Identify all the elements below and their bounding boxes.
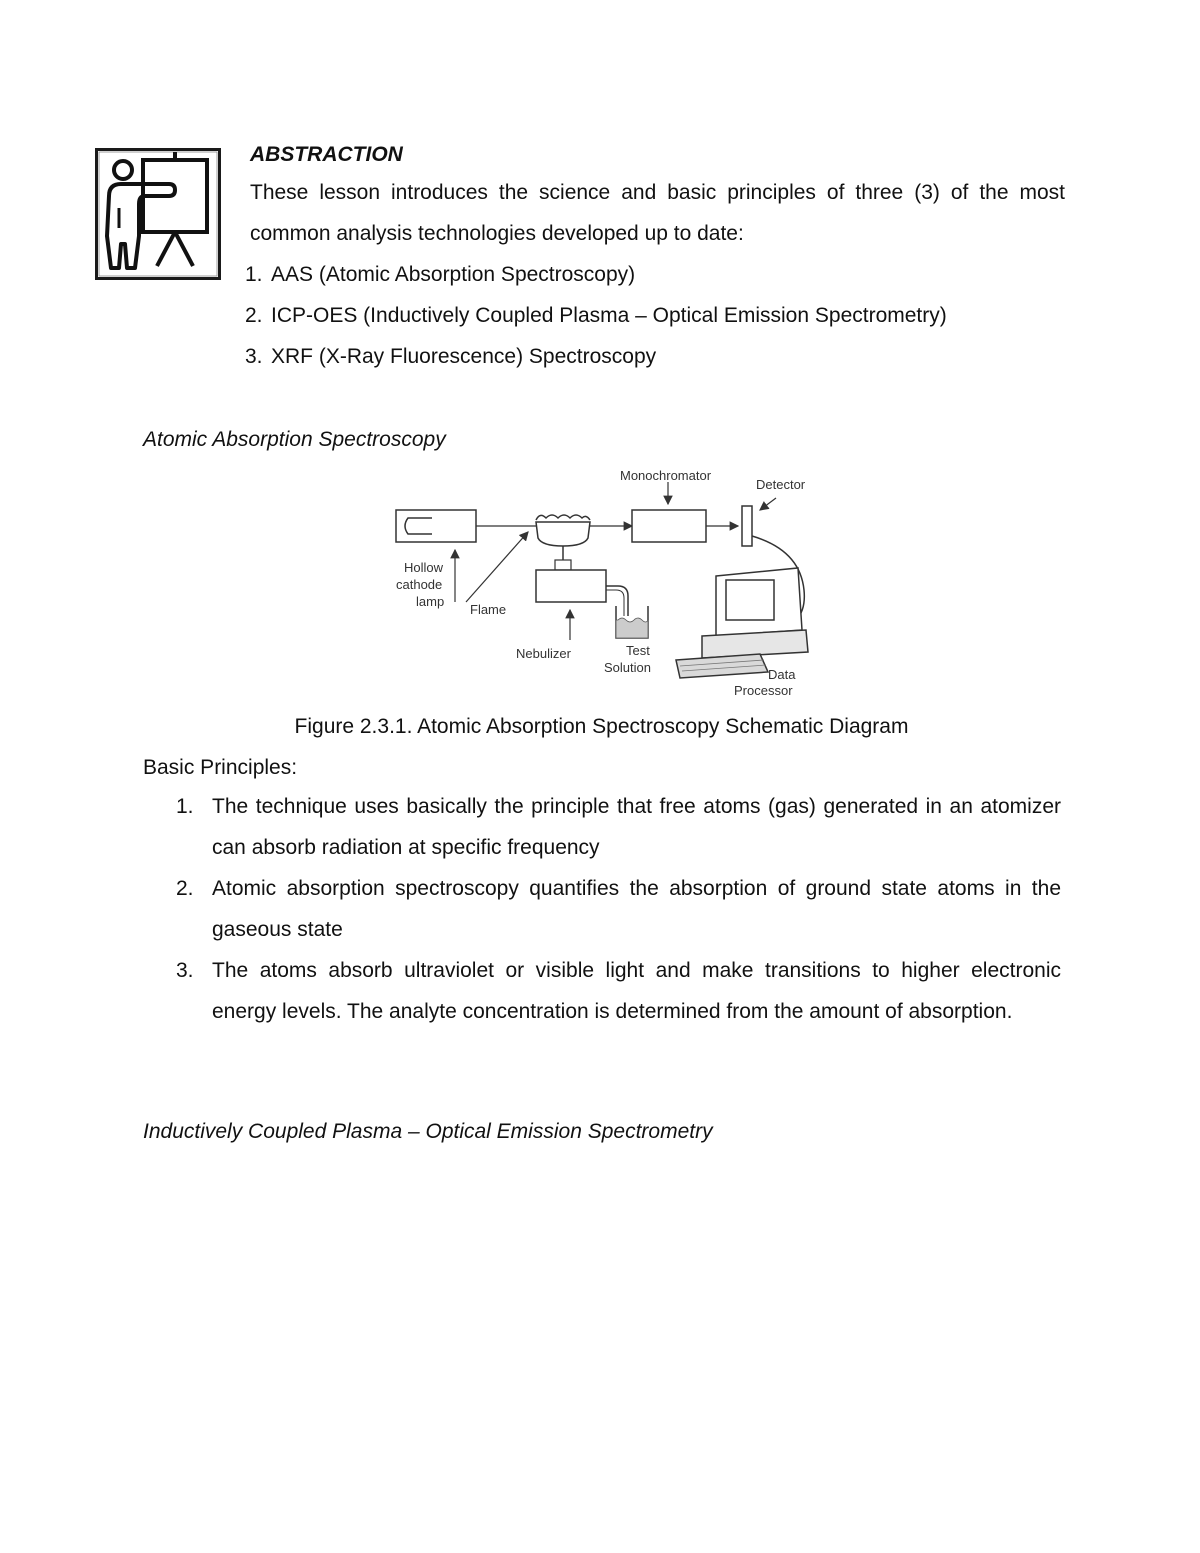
label-hollow: Hollow [404,560,444,575]
data-processor-computer-shape [676,568,808,678]
list-number: 3. [176,959,194,982]
abstraction-title: ABSTRACTION [250,143,403,166]
list-number: 2. [245,304,263,327]
label-processor: Processor [734,683,793,698]
abstraction-intro: These lesson introduces the science and basic principles of three (3) of the most common analysis technologies developed up to date: [250,181,1065,245]
list-item [245,254,1065,295]
list-item [176,868,1061,950]
aas-schematic-diagram [380,460,830,705]
monochromator-shape [632,510,706,542]
list-item [245,336,1065,377]
label-lamp: lamp [416,594,445,609]
list-text: ICP-OES (Inductively Coupled Plasma – Optical Emission Spectrometry) [271,304,947,327]
label-nebulizer: Nebulizer [516,646,571,661]
label-flame: Flame [470,602,507,617]
icp-section-heading: Inductively Coupled Plasma – Optical Emission Spectrometry [143,1120,713,1143]
detector-shape [742,506,752,546]
list-text: The technique uses basically the principle that free atoms (gas) generated in an atomizer can absorb radiation at specific frequency [212,795,1061,859]
list-text: XRF (X-Ray Fluorescence) Spectroscopy [271,345,657,368]
list-text: AAS (Atomic Absorption Spectroscopy) [271,263,636,286]
burner-flame-shape [536,515,590,570]
basic-principles-title: Basic Principles: [143,756,298,779]
list-number: 1. [245,263,263,286]
aas-section-heading: Atomic Absorption Spectroscopy [143,428,446,451]
technology-list [245,254,1065,377]
list-item [245,295,1065,336]
list-item [176,950,1061,1032]
label-cathode: cathode [396,577,443,592]
abstraction-section [245,138,1065,377]
list-number: 3. [245,345,263,368]
list-text: The atoms absorb ultraviolet or visible light and make transitions to higher electronic energy levels. The analyte concentration is determined from the amount of absorption. [212,959,1061,1023]
label-solution: Solution [604,660,651,675]
label-monochromator: Monochromator [620,468,712,483]
list-number: 1. [176,795,194,818]
list-text: Atomic absorption spectroscopy quantifies the absorption of ground state atoms in the gaseous state [212,877,1061,941]
teacher-presentation-icon [95,148,221,280]
figure-caption: Figure 2.3.1. Atomic Absorption Spectroscopy Schematic Diagram [294,715,909,738]
nebulizer-shape [536,570,606,602]
label-test: Test [626,643,650,658]
list-number: 2. [176,877,194,900]
test-solution-beaker-shape [616,606,648,638]
list-item [176,786,1061,868]
label-data: Data [768,667,796,682]
hollow-cathode-lamp-shape [396,510,476,542]
label-detector: Detector [756,477,806,492]
basic-principles-list [176,786,1061,1032]
